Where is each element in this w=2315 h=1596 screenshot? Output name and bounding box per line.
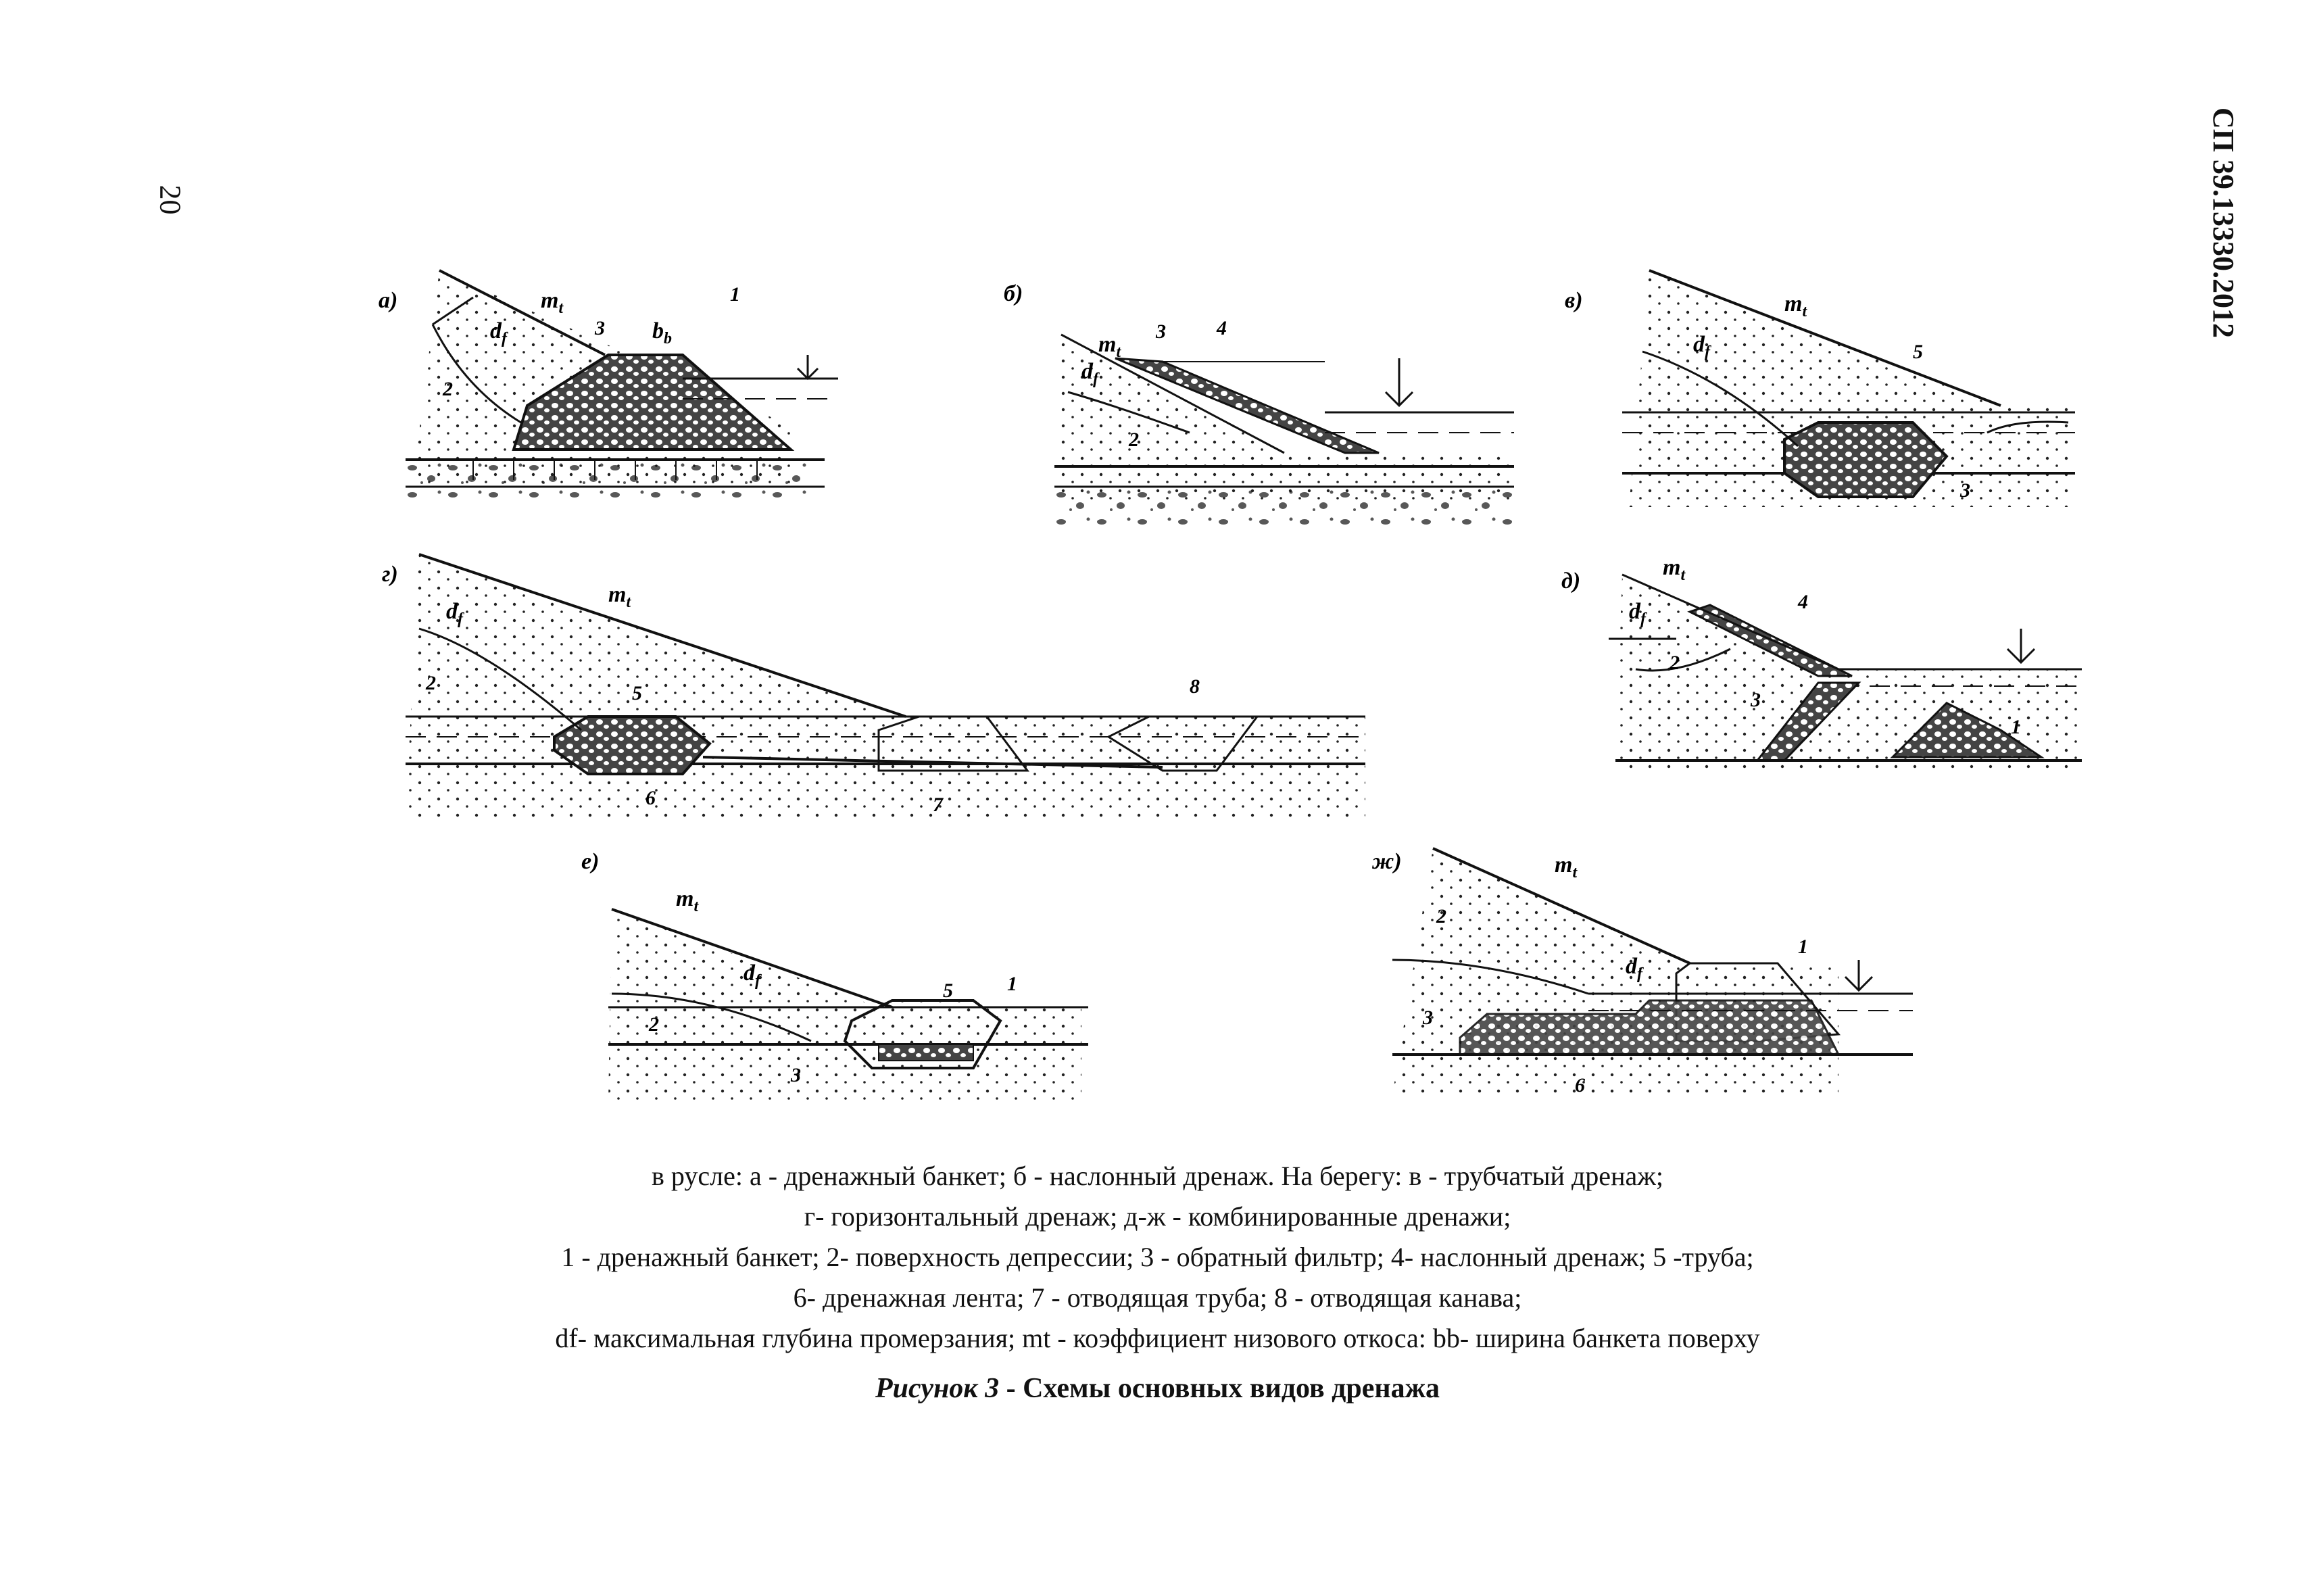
panel-d-mt-symbol: $m_t$ <box>1663 555 1686 584</box>
panel-g-number-5: 5 <box>632 682 642 704</box>
panel-d-label: д) <box>1561 569 1581 594</box>
panel-d <box>1561 555 2082 771</box>
panel-a-number-1: 1 <box>730 283 740 306</box>
legend-line-5: df- максимальная глубина промерзания; mt - коэффициент низового откоса: bb- ширина банкета поверху <box>555 1323 1760 1353</box>
panel-g-number-2: 2 <box>426 672 436 694</box>
panel-e-number-1: 1 <box>1007 973 1017 995</box>
figure-legend <box>0 1156 2315 1359</box>
panel-v-df-symbol: $d_f$ <box>1693 332 1710 361</box>
figure-title-separator: - <box>999 1373 1023 1404</box>
panel-d-df-symbol: $d_f$ <box>1629 599 1646 628</box>
panel-v-number-5: 5 <box>1913 341 1923 363</box>
panel-zh-mt-symbol: $m_t$ <box>1555 852 1578 881</box>
panel-g-number-7: 7 <box>933 794 943 816</box>
legend-line-4: 6- дренажная лента; 7 - отводящая труба; 8 - отводящая канава; <box>793 1282 1522 1313</box>
panel-d-number-1: 1 <box>2011 716 2021 738</box>
figure-title-text: Схемы основных видов дренажа <box>1023 1373 1440 1404</box>
legend-line-1: в русле: а - дренажный банкет; б - наслонный дренаж. На берегу: в - трубчатый дренаж; <box>652 1161 1663 1191</box>
panel-v <box>1565 270 2075 507</box>
page-number: 20 <box>153 185 187 215</box>
panel-d-number-4: 4 <box>1798 591 1808 613</box>
panel-g-number-8: 8 <box>1190 675 1200 698</box>
panel-v-number-3: 3 <box>1960 479 1970 502</box>
panel-zh-number-6: 6 <box>1575 1074 1585 1096</box>
panel-b-label: б) <box>1004 281 1023 306</box>
panel-v-mt-symbol: $m_t$ <box>1784 291 1807 320</box>
panel-e-df-symbol: $d_f$ <box>744 961 760 990</box>
panel-e-label: е) <box>581 849 600 874</box>
panel-a-bb-symbol: $b_b$ <box>652 318 672 347</box>
panel-g-df-symbol: $d_f$ <box>446 599 463 628</box>
panel-b-number-2: 2 <box>1129 429 1139 451</box>
panel-zh-number-1: 1 <box>1798 936 1808 958</box>
panel-g-mt-symbol: $m_t$ <box>608 582 631 611</box>
panel-zh-number-2: 2 <box>1436 905 1446 927</box>
panel-a-number-3: 3 <box>595 317 605 339</box>
panel-a-mt-symbol: $m_t$ <box>541 288 564 317</box>
figure-number: Рисунок 3 <box>875 1373 1000 1404</box>
panel-v-label: в) <box>1565 288 1583 313</box>
panel-a-label: а) <box>379 288 398 313</box>
panel-zh-df-symbol: $d_f$ <box>1626 954 1642 983</box>
standard-code: СП 39.13330.2012 <box>2207 107 2240 338</box>
panel-b-df-symbol: $d_f$ <box>1081 359 1098 388</box>
panel-b-mt-symbol: $m_t$ <box>1098 332 1121 361</box>
panel-zh-number-3: 3 <box>1423 1007 1433 1029</box>
panel-e-number-3: 3 <box>791 1064 801 1086</box>
panel-a-number-2: 2 <box>443 378 453 400</box>
panel-e-mt-symbol: $m_t$ <box>676 886 699 915</box>
legend-line-3: 1 - дренажный банкет; 2- поверхность депрессии; 3 - обратный фильтр; 4- наслонный дренаж; 5 -труба; <box>561 1242 1754 1272</box>
panel-e-number-5: 5 <box>943 980 953 1002</box>
legend-line-2: г- горизонтальный дренаж; д-ж - комбинированные дренажи; <box>804 1201 1511 1232</box>
panel-a-df-symbol: $d_f$ <box>490 318 507 347</box>
panel-g-number-6: 6 <box>645 787 656 809</box>
panel-b-number-3: 3 <box>1156 320 1166 343</box>
panel-zh <box>1371 848 1913 1096</box>
panel-b <box>1004 281 1514 527</box>
panel-d-number-3: 3 <box>1751 689 1761 711</box>
panel-e <box>581 849 1088 1102</box>
panel-g-label: г) <box>382 562 398 587</box>
figure-title <box>0 1372 2315 1405</box>
panel-g <box>382 554 1365 818</box>
panel-b-number-4: 4 <box>1217 317 1227 339</box>
panel-zh-label: ж) <box>1372 849 1402 874</box>
panel-a <box>379 270 838 500</box>
panel-e-number-2: 2 <box>649 1013 659 1036</box>
panel-d-number-2: 2 <box>1670 652 1680 674</box>
